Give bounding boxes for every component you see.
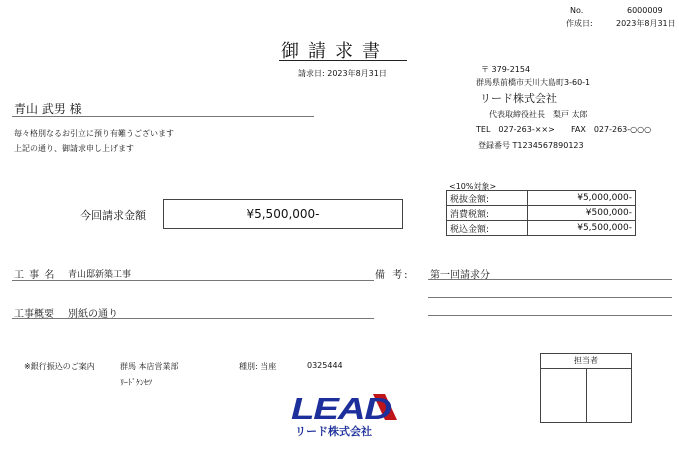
issuer-address: 群馬県前橋市天川大島町3-60-1 [476, 78, 591, 87]
svg-text:LEAD: LEAD [291, 392, 392, 422]
customer-underline [12, 116, 314, 117]
lead-logo [289, 392, 399, 442]
issuer-tel: TEL 027-263-××> [476, 125, 555, 134]
tax-table [446, 190, 636, 236]
work-name-value: 青山邸新築工事 [68, 270, 132, 280]
page-title: 御請求書 [281, 41, 389, 62]
tax-row [447, 221, 636, 236]
issuer-registration: 登録番号 T1234567890123 [478, 141, 584, 150]
tax-row [447, 206, 636, 221]
stamp-divider [586, 368, 587, 422]
stamp-label: 担当者 [541, 354, 631, 369]
tax-row-label: 税抜金額: [447, 191, 528, 206]
bank-branch: 群馬 本店営業部 [120, 362, 179, 371]
tax-row-label: 消費税額: [447, 206, 528, 221]
created-date: 2023年8月31日 [616, 19, 676, 28]
lead-logo-mark [289, 392, 399, 422]
tax-row-value: ¥5,500,000- [527, 221, 635, 236]
work-summary-underline [12, 318, 374, 319]
issuer-company: リード株式会社 [480, 92, 557, 105]
customer-name: 青山 武男 様 [14, 102, 82, 116]
title-underline [279, 60, 407, 61]
amount-box [163, 199, 403, 229]
amount-value: ¥5,500,000- [246, 207, 320, 221]
issuer-representative: 代表取締役社長 梨戸 太郎 [489, 110, 588, 119]
amount-label: 今回請求金額 [80, 209, 146, 222]
work-name-underline [12, 280, 374, 281]
bank-account-number: 0325444 [307, 361, 343, 370]
tax-caption: <10%対象> [449, 182, 497, 191]
remarks-label: 備 考: [375, 270, 410, 281]
bank-label: ※銀行振込のご案内 [24, 362, 95, 371]
greeting-line2: 上記の通り、御請求申し上げます [14, 144, 134, 153]
remarks-line [428, 297, 672, 298]
logo-company: リード株式会社 [295, 425, 372, 438]
bank-account-holder: ﾘｰﾄﾞｹﾝｾﾂ [120, 378, 152, 387]
work-summary-label: 工事概要 [14, 309, 54, 320]
remarks-line [428, 315, 672, 316]
work-summary-value: 別紙の通り [68, 309, 118, 320]
issuer-fax: FAX 027-263-○○○ [571, 125, 652, 134]
stamp-box [540, 353, 632, 423]
doc-number: 6000009 [627, 6, 663, 15]
work-name-label: 工 事 名 [14, 270, 56, 281]
tax-row-label: 税込金額: [447, 221, 528, 236]
greeting-line1: 毎々格別なるお引立に預り有難うございます [14, 129, 174, 138]
tax-row-value: ¥500,000- [527, 206, 635, 221]
issuer-postal: 〒 379-2154 [481, 65, 531, 74]
created-date-label: 作成日: [566, 19, 593, 28]
tax-row [447, 191, 636, 206]
doc-number-label: No. [570, 6, 584, 15]
remarks-line [428, 279, 672, 280]
bank-account-type: 種別: 当座 [239, 362, 277, 371]
remarks-value: 第一回請求分 [430, 270, 490, 281]
tax-row-value: ¥5,000,000- [527, 191, 635, 206]
billing-date: 請求日: 2023年8月31日 [298, 69, 387, 78]
